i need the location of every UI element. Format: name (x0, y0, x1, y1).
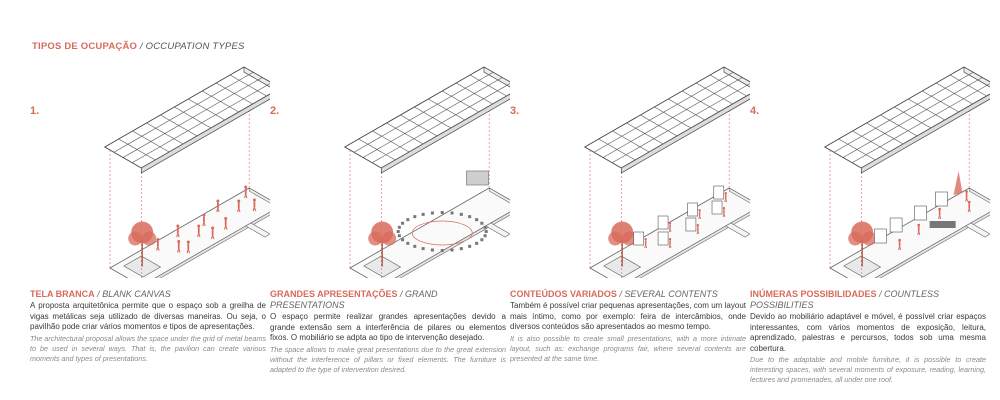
screen-panel (467, 171, 489, 185)
panel-caption (750, 289, 986, 385)
panel-description-pt: Também é possível criar pequenas apresentações, com um layout mais íntimo, como por exemplo: feira de intercâmbios, onde diversos conteúdos são apresentados ao mesmo tempo. (510, 301, 746, 332)
panel-title (750, 289, 986, 311)
roof-beam (843, 78, 982, 158)
seat-icon (413, 245, 416, 248)
panel-number: 3. (510, 105, 520, 117)
panel-title (510, 289, 746, 300)
exhibit-panel (874, 229, 886, 243)
bookshelf-icon (930, 221, 956, 228)
panel-title-pt: INÚMERAS POSSIBILIDADES (750, 289, 877, 299)
exhibit-panel (634, 232, 644, 245)
panel-number: 2. (270, 105, 280, 117)
panel-description-en: The space allows to make great presentations due to the great extension without the interference of pillars or fixed elements. The furniture is adapted to the type of intervention desired. (270, 344, 506, 374)
occupation-panel (270, 0, 510, 400)
seat-icon (441, 249, 444, 252)
occupation-panel (30, 0, 270, 400)
panel-title (270, 289, 506, 311)
axonometric-drawing (510, 48, 750, 278)
panel-title (30, 289, 266, 300)
panel-description-pt: O espaço permite realizar grandes apresentações devido a grande extensão sem a interferência de pilares ou elementos fixos. O mobiliário se adpta ao tipo de intervenção desejado. (270, 312, 506, 343)
seat-icon (401, 222, 404, 225)
roof-slab (585, 67, 750, 168)
roof-slab (345, 67, 510, 168)
walkway (246, 223, 270, 237)
seat-icon (401, 238, 404, 241)
exhibit-panel (658, 232, 668, 245)
title-separator: / (397, 289, 406, 299)
panel-number: 1. (30, 105, 40, 117)
occupation-panel (750, 0, 990, 400)
exhibit-panel (712, 201, 722, 214)
seat-icon (406, 242, 409, 245)
seat-icon (484, 226, 487, 229)
seat-icon (431, 249, 434, 252)
seat-icon (422, 213, 425, 216)
panel-description-pt: Devido ao mobiliário adaptável e móvel, é possível criar espaços interessantes, com vários momentos de exposição, leitura, aprendizado, palestras e percursos, todos sob uma mesma cobertura. (750, 312, 986, 353)
seat-icon (480, 238, 483, 241)
seat-icon (398, 234, 401, 237)
panel-description-en: The architectural proposal allows the space under the grid of metal beams to be used in several ways. That is, the pavilion can create various moments and types of presentations. (30, 333, 266, 363)
seat-icon (485, 230, 488, 233)
seat-icon (398, 226, 401, 229)
seat-icon (475, 242, 478, 245)
exhibit-panel (935, 192, 947, 206)
exhibit-panel (658, 216, 668, 229)
panel-description-pt: A proposta arquitetônica permite que o espaço sob a greilha de vigas metálicas seja utilizado de diversas maneiras. Ou seja, o pavilhão pode criar vários momentos e tipos de apresentações. (30, 301, 266, 332)
seat-icon (468, 245, 471, 248)
roof-beam (603, 78, 742, 158)
walkway (486, 223, 510, 237)
exhibit-panel (688, 203, 698, 216)
exhibit-panel (890, 218, 902, 232)
seat-icon (441, 211, 444, 214)
roof-beam (363, 78, 502, 158)
seat-icon (431, 211, 434, 214)
panel-description-en: It is also possible to create small presentations, with a more intimate layout, such as: exchange programs fair, where several contents are presented at the same time. (510, 333, 746, 363)
panel-title-en: SEVERAL CONTENTS (624, 289, 718, 299)
header-separator: / (137, 41, 146, 52)
panel-title-pt: GRANDES APRESENTAÇÕES (270, 289, 398, 299)
sculpture-icon (954, 171, 963, 195)
roof-beam (123, 78, 262, 158)
panel-caption (30, 289, 266, 364)
exhibit-panel (714, 186, 724, 199)
panel-title-en: BLANK CANVAS (102, 289, 171, 299)
panel-title-pt: CONTEÚDOS VARIADOS (510, 289, 617, 299)
seat-icon (484, 234, 487, 237)
title-separator: / (876, 289, 885, 299)
panel-caption (510, 289, 746, 364)
axonometric-drawing (30, 48, 270, 278)
panel-title-en: GRAND PRESENTATIONS (270, 289, 438, 310)
walkway (966, 223, 990, 237)
seat-icon (460, 213, 463, 216)
seat-icon (422, 247, 425, 250)
exhibit-panel (914, 206, 926, 220)
seat-icon (480, 222, 483, 225)
seat-icon (397, 230, 400, 233)
axonometric-drawing (270, 48, 510, 278)
header-title-en: OCCUPATION TYPES (145, 41, 245, 52)
panel-number: 4. (750, 105, 760, 117)
seat-icon (460, 247, 463, 250)
seat-icon (413, 215, 416, 218)
roof-slab (825, 67, 990, 168)
walkway (726, 223, 750, 237)
title-separator: / (616, 289, 625, 299)
panel-caption (270, 289, 506, 375)
seat-icon (451, 249, 454, 252)
occupation-panel (510, 0, 750, 400)
title-separator: / (94, 289, 103, 299)
panel-title-en: COUNTLESS POSSIBILITIES (750, 289, 940, 310)
seat-icon (468, 215, 471, 218)
panel-title-pt: TELA BRANCA (30, 289, 95, 299)
seat-icon (451, 211, 454, 214)
exhibit-panel (686, 218, 696, 231)
seat-icon (475, 218, 478, 221)
panel-description-en: Due to the adaptable and mobile furniture, it is possible to create interesting spaces, with several moments of exposure, reading, learning, lectures and promenades, all under one roof. (750, 355, 986, 385)
roof-slab (105, 67, 270, 168)
header-title-pt: TIPOS DE OCUPAÇÃO (32, 41, 138, 52)
seat-icon (406, 218, 409, 221)
axonometric-drawing (750, 48, 990, 278)
